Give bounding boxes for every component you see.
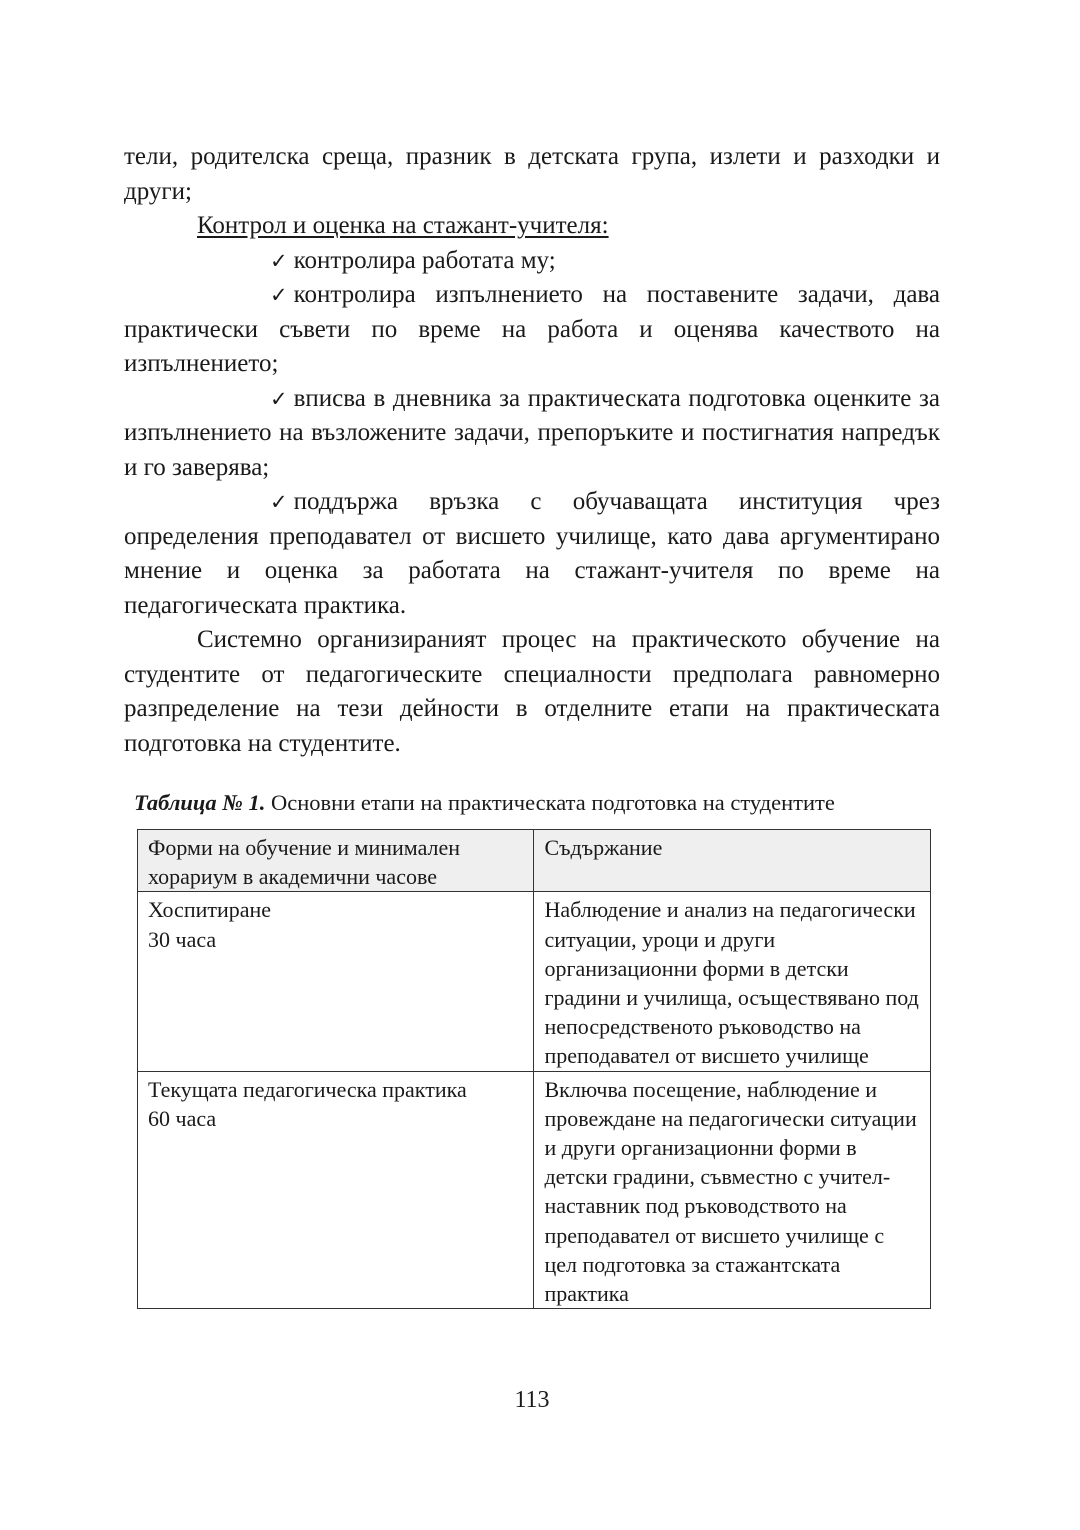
bullet-text: контролира работата му; [293, 246, 556, 274]
table-caption-label: Таблица № 1. [134, 790, 266, 815]
check-mark-icon: ✓ [270, 283, 288, 307]
cell-form [138, 1071, 534, 1309]
bullet-item [124, 278, 940, 382]
header-content: Съдържание [534, 830, 931, 892]
bullet-item [124, 244, 940, 279]
table-header-row [138, 830, 931, 892]
form-hours: 60 часа [148, 1105, 217, 1131]
header-forms [138, 830, 534, 892]
bullet-text: вписва в дневника за практическата подготовка оценките за изпълнението на възложените задачи, препоръките и постигнатия напредък и го заверява; [124, 384, 940, 481]
table-caption [134, 788, 934, 818]
check-mark-icon: ✓ [270, 248, 288, 273]
check-mark-icon: ✓ [270, 386, 288, 411]
body-text [124, 140, 940, 761]
form-name: Текущата педагогическа практика [148, 1076, 467, 1102]
table-row [138, 1071, 931, 1309]
bullet-text: контролира изпълнението на поставените задачи, дава практически съвети по време на работа и оценява качеството на изпълнението; [124, 281, 940, 377]
table-row [138, 892, 931, 1071]
table-caption-text: Основни етапи на практическата подготовка на студентите [271, 790, 835, 815]
cell-content: Наблюдение и анализ на педагогически ситуации, уроци и други организационни форми в детски градини и училища, осъществявано под непосредственото ръководство на преподавател от висшето училище [534, 892, 931, 1071]
cell-content: Включва посещение, наблюдение и провеждане на педагогически ситуации и други организационни форми в детски градини, съвместно с учител-наставник под ръководството на преподавател от висшето училище с цел подготовка за стажантската практика [534, 1071, 931, 1309]
check-mark-icon: ✓ [270, 490, 288, 514]
bullet-item [124, 485, 940, 623]
stages-table [137, 829, 931, 1309]
bullet-item [124, 382, 940, 486]
page-number: 113 [514, 1387, 550, 1413]
bullet-text: поддържа връзка с обучаващата институция чрез определения преподавател от висшето училище, като дава аргументирано мнение и оценка за работата на стажант-учителя по време на педагогическата практика. [124, 488, 940, 619]
section-heading: Контрол и оценка на стажант-учителя: [197, 212, 609, 239]
form-hours: 30 часа [148, 926, 217, 952]
closing-paragraph: Системно организираният процес на практическото обучение на студентите от педагогическите специалности предполага равномерно разпределение на тези дейности в отделните етапи на практическата подготовка на студентите. [124, 626, 940, 757]
intro-paragraph: тели, родителска среща, празник в детската група, излети и разходки и други; [124, 143, 940, 205]
header-forms-line2: хорариум в академични часове [148, 864, 437, 890]
form-name: Хоспитиране [148, 897, 272, 923]
cell-form [138, 892, 534, 1071]
header-forms-line1: Форми на обучение и минимален [148, 835, 461, 860]
